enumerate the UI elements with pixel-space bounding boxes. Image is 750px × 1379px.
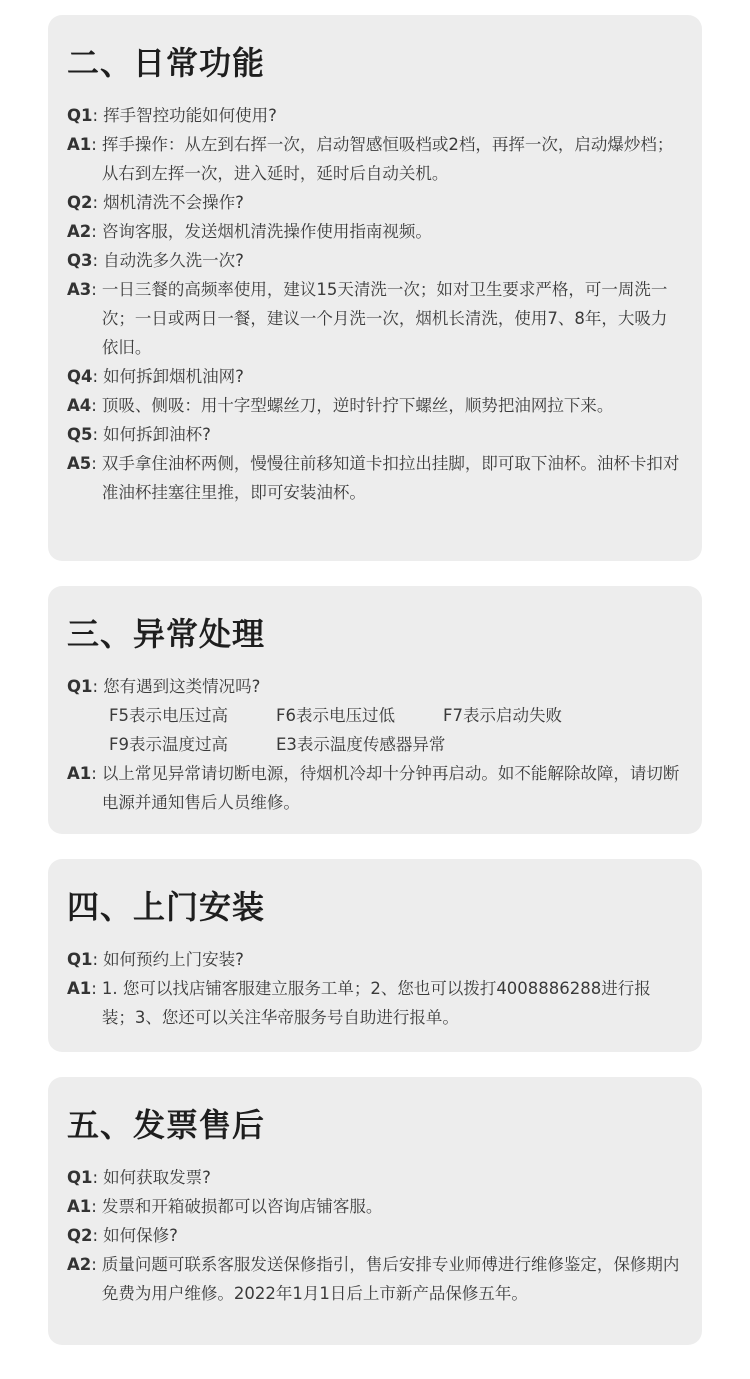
faq-text: 如何拆卸油杯? [103,425,211,444]
faq-label: Q3 [67,251,93,270]
faq-question: Q1: 挥手智控功能如何使用? [67,101,682,130]
faq-label: A1 [67,979,92,998]
faq-text: 如何预约上门安装? [103,950,244,969]
faq-label: A1 [67,135,92,154]
faq-label: Q4 [67,367,93,386]
error-code: E3表示温度传感器异常 [276,735,446,754]
faq-label: Q1 [67,950,93,969]
faq-text: 以上常见异常请切断电源，待烟机冷却十分钟再启动。如不能解除故障，请切断电源并通知售后人员维修。 [101,764,680,812]
faq-text: 您有遇到这类情况吗? [103,677,261,696]
faq-answer: A1: 以上常见异常请切断电源，待烟机冷却十分钟再启动。如不能解除故障，请切断电源并通知售后人员维修。 [67,759,682,817]
faq-label: A4 [67,396,92,415]
error-code: F9表示温度过高 [109,735,228,754]
faq-label: Q1 [67,677,93,696]
faq-label: Q2 [67,1226,93,1245]
error-code: F5表示电压过高 [109,706,228,725]
faq-label: A2 [67,1255,92,1274]
section-title: 三、异常处理 [67,615,266,653]
faq-label: A1 [67,1197,92,1216]
faq-label: A3 [67,280,92,299]
faq-label: Q5 [67,425,93,444]
faq-question: Q3: 自动洗多久洗一次? [67,246,682,275]
faq-answer: A1: 发票和开箱破损都可以咨询店铺客服。 [67,1192,682,1221]
faq-question: Q1: 您有遇到这类情况吗? [67,672,682,701]
faq-text: 双手拿住油杯两侧，慢慢往前移知道卡扣拉出挂脚，即可取下油杯。油杯卡扣对准油杯挂塞往里推，即可安装油杯。 [101,454,680,502]
faq-answer: A2: 咨询客服，发送烟机清洗操作使用指南视频。 [67,217,682,246]
faq-text: 如何拆卸烟机油网? [103,367,244,386]
section-invoice-after-sales [48,1077,702,1345]
faq-text: 一日三餐的高频率使用，建议15天清洗一次；如对卫生要求严格，可一周洗一次；一日或两日一餐，建议一个月洗一次，烟机长清洗，使用7、8年，大吸力依旧。 [101,280,668,357]
faq-label: Q2 [67,193,93,212]
faq-question: Q2: 如何保修? [67,1221,682,1250]
faq-label: A1 [67,764,92,783]
faq-list [67,101,682,507]
faq-text: 发票和开箱破损都可以咨询店铺客服。 [101,1197,383,1216]
section-exception-handling [48,586,702,834]
section-title: 二、日常功能 [67,44,266,82]
faq-text: 挥手操作：从左到右挥一次，启动智感恒吸档或2档，再挥一次，启动爆炒档；从右到左挥一次，进入延时，延时后自动关机。 [101,135,674,183]
error-code: F7表示启动失败 [443,706,562,725]
faq-answer: A2: 质量问题可联系客服发送保修指引，售后安排专业师傅进行维修鉴定，保修期内免费为用户维修。2022年1月1日后上市新产品保修五年。 [67,1250,682,1308]
faq-text: 烟机清洗不会操作? [103,193,244,212]
faq-label: A2 [67,222,92,241]
error-code-row [109,701,682,730]
faq-text: 顶吸、侧吸：用十字型螺丝刀，逆时针拧下螺丝，顺势把油网拉下来。 [101,396,614,415]
faq-answer: A3: 一日三餐的高频率使用，建议15天清洗一次；如对卫生要求严格，可一周洗一次；一日或两日一餐，建议一个月洗一次，烟机长清洗，使用7、8年，大吸力依旧。 [67,275,682,362]
error-code: F6表示电压过低 [276,706,395,725]
faq-answer: A4: 顶吸、侧吸：用十字型螺丝刀，逆时针拧下螺丝，顺势把油网拉下来。 [67,391,682,420]
faq-question: Q4: 如何拆卸烟机油网? [67,362,682,391]
faq-label: Q1 [67,1168,93,1187]
faq-answer: A1: 挥手操作：从左到右挥一次，启动智感恒吸档或2档，再挥一次，启动爆炒档；从右到左挥一次，进入延时，延时后自动关机。 [67,130,682,188]
faq-answer: A5: 双手拿住油杯两侧，慢慢往前移知道卡扣拉出挂脚，即可取下油杯。油杯卡扣对准油杯挂塞往里推，即可安装油杯。 [67,449,682,507]
error-code-list [67,701,682,759]
faq-text: 1. 您可以找店铺客服建立服务工单；2、您也可以拨打4008886288进行报装；3、您还可以关注华帝服务号自助进行报单。 [101,979,651,1027]
section-title: 五、发票售后 [67,1106,266,1144]
faq-text: 自动洗多久洗一次? [103,251,244,270]
faq-question: Q1: 如何预约上门安装? [67,945,682,974]
faq-question: Q2: 烟机清洗不会操作? [67,188,682,217]
faq-question: Q1: 如何获取发票? [67,1163,682,1192]
error-code-row [109,730,682,759]
faq-label: Q1 [67,106,93,125]
faq-answer: A1: 1. 您可以找店铺客服建立服务工单；2、您也可以拨打4008886288进行报装；3、您还可以关注华帝服务号自助进行报单。 [67,974,682,1032]
faq-text: 质量问题可联系客服发送保修指引，售后安排专业师傅进行维修鉴定，保修期内免费为用户维修。2022年1月1日后上市新产品保修五年。 [101,1255,680,1303]
section-home-installation [48,859,702,1052]
faq-label: A5 [67,454,92,473]
faq-text: 挥手智控功能如何使用? [103,106,277,125]
section-daily-functions [48,15,702,561]
faq-text: 咨询客服，发送烟机清洗操作使用指南视频。 [101,222,432,241]
faq-text: 如何保修? [103,1226,178,1245]
section-title: 四、上门安装 [67,888,266,926]
faq-text: 如何获取发票? [103,1168,211,1187]
faq-question: Q5: 如何拆卸油杯? [67,420,682,449]
